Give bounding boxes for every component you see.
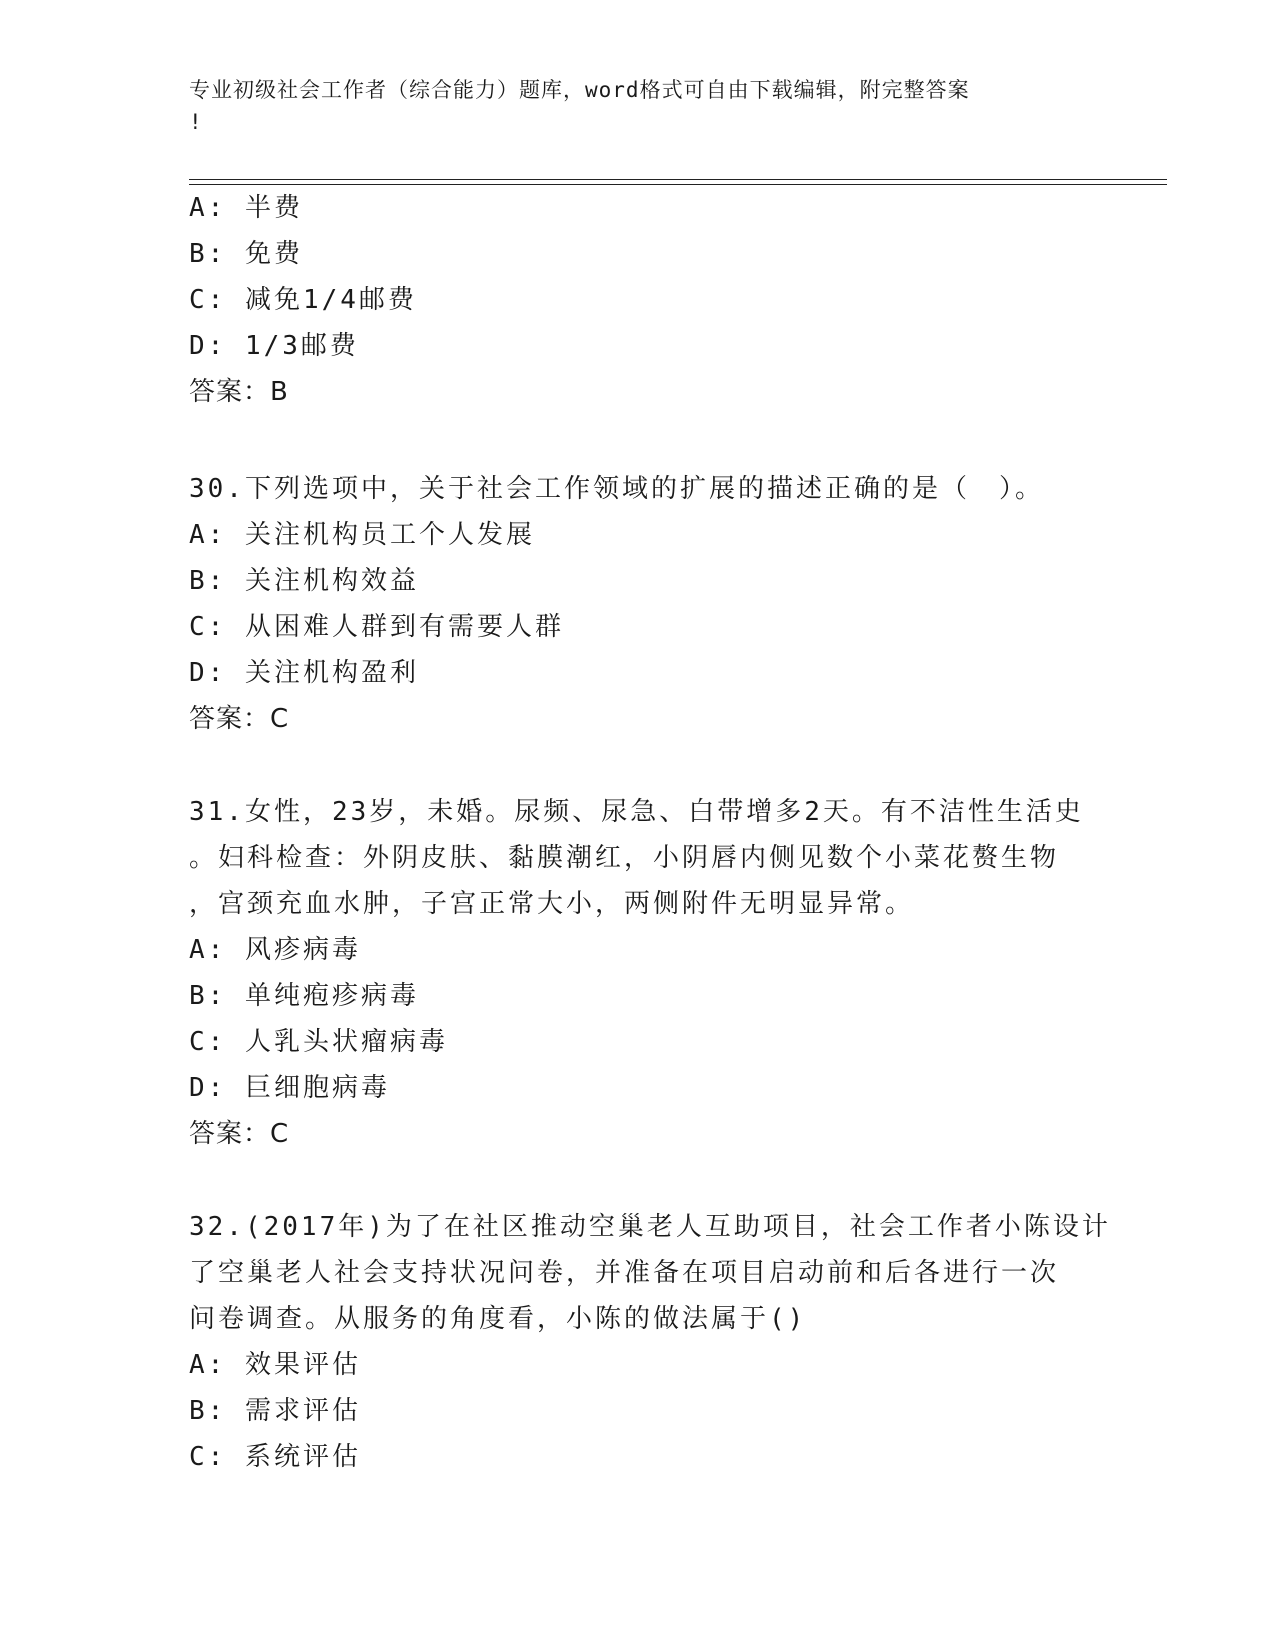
question-stem: 了空巢老人社会支持状况问卷，并准备在项目启动前和后各进行一次 [189, 1258, 1060, 1288]
option-a: A: 效果评估 [189, 1350, 361, 1380]
question-29-tail [189, 185, 1089, 415]
answer: 答案：B [189, 377, 289, 407]
document-header [189, 74, 1089, 138]
option-b: B: 关注机构效益 [189, 566, 419, 596]
question-30 [189, 466, 1089, 742]
answer: 答案：C [189, 1119, 290, 1149]
header-title-continued: ! [189, 110, 203, 134]
option-c: C: 从困难人群到有需要人群 [189, 612, 564, 642]
question-stem: 31.女性，23岁，未婚。尿频、尿急、白带增多2天。有不洁性生活史 [189, 797, 1084, 827]
option-b: B: 单纯疱疹病毒 [189, 981, 419, 1011]
option-a: A: 半费 [189, 193, 303, 223]
question-stem: 30.下列选项中，关于社会工作领域的扩展的描述正确的是（ ）。 [189, 474, 1044, 504]
option-d: D: 关注机构盈利 [189, 658, 419, 688]
question-32 [189, 1204, 1111, 1480]
option-c: C: 人乳头状瘤病毒 [189, 1027, 448, 1057]
option-a: A: 关注机构员工个人发展 [189, 520, 535, 550]
header-divider-top [189, 179, 1167, 180]
option-c: C: 系统评估 [189, 1442, 361, 1472]
question-stem: 。妇科检查：外阴皮肤、黏膜潮红，小阴唇内侧见数个小菜花赘生物 [189, 843, 1060, 873]
option-a: A: 风疹病毒 [189, 935, 361, 965]
question-31 [189, 789, 1089, 1157]
option-c: C: 减免1/4邮费 [189, 285, 417, 315]
header-title: 专业初级社会工作者（综合能力）题库，word格式可自由下载编辑，附完整答案 [189, 78, 970, 102]
option-b: B: 需求评估 [189, 1396, 361, 1426]
question-stem: ，宫颈充血水肿，子宫正常大小，两侧附件无明显异常。 [189, 889, 915, 919]
option-d: D: 1/3邮费 [189, 331, 359, 361]
answer: 答案：C [189, 704, 290, 734]
question-stem: 问卷调查。从服务的角度看，小陈的做法属于() [189, 1304, 807, 1334]
option-d: D: 巨细胞病毒 [189, 1073, 390, 1103]
option-b: B: 免费 [189, 239, 303, 269]
question-stem: 32.(2017年)为了在社区推动空巢老人互助项目，社会工作者小陈设计 [189, 1212, 1111, 1242]
